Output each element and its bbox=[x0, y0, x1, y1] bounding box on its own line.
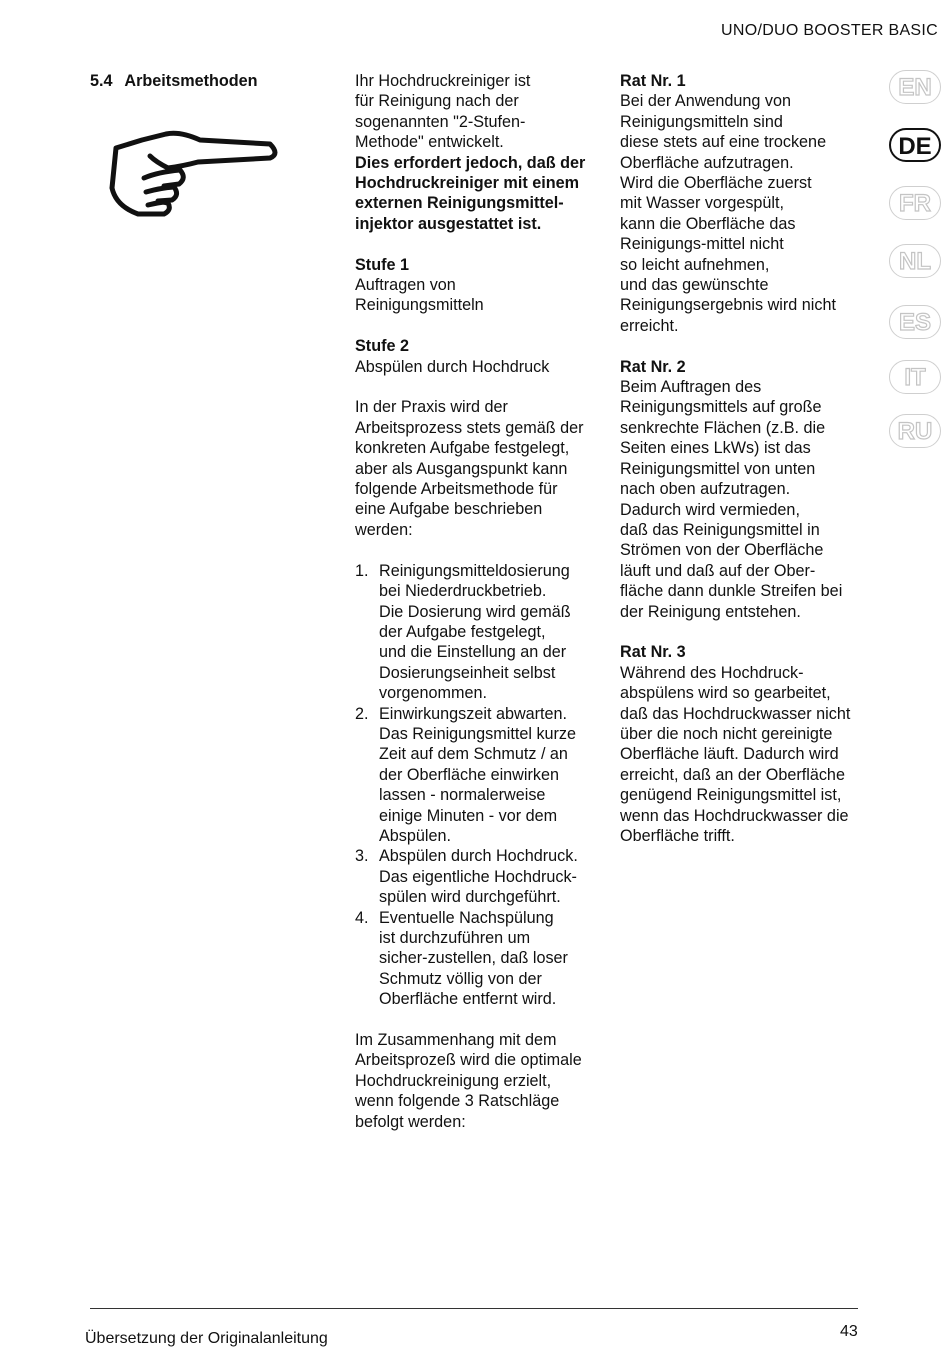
text-line: Einwirkungszeit abwarten. bbox=[379, 704, 568, 723]
stage-title: Stufe 1 bbox=[355, 255, 409, 274]
page-number: 43 bbox=[840, 1323, 858, 1340]
stage-title: Stufe 2 bbox=[355, 337, 409, 356]
text-line: und das gewünschte bbox=[620, 276, 769, 295]
text-line: für Reinigung nach der bbox=[355, 92, 519, 111]
text-line: der Oberfläche einwirken bbox=[379, 765, 559, 784]
text-line: über die noch nicht gereinigte bbox=[620, 724, 833, 743]
text-line: eine Aufgabe beschrieben bbox=[355, 500, 543, 519]
text-line: Reinigungsmitteln bbox=[355, 296, 484, 315]
tip-title: Rat Nr. 3 bbox=[620, 643, 686, 662]
text-line: Arbeitsprozess stets gemäß der bbox=[355, 418, 584, 437]
text-line: Abspülen. bbox=[379, 826, 451, 845]
text-line: wenn das Hochdruckwasser die bbox=[620, 806, 849, 825]
header-title: UNO/DUO BOOSTER BASIC bbox=[721, 22, 938, 39]
stage-1 bbox=[355, 255, 605, 316]
text-line: Zeit auf dem Schmutz / an bbox=[379, 745, 568, 764]
main-text-column bbox=[355, 71, 605, 1132]
text-line: daß das Hochdruckwasser nicht bbox=[620, 704, 851, 723]
text-line: Die Dosierung wird gemäß bbox=[379, 602, 571, 621]
text-line: vorgenommen. bbox=[379, 684, 487, 703]
text-line: daß das Reinigungsmittel in bbox=[620, 520, 820, 539]
step-number: 4. bbox=[355, 908, 369, 927]
text-line-bold: Dies erfordert jedoch, daß der bbox=[355, 153, 586, 172]
text-line: wenn folgende 3 Ratschläge bbox=[355, 1092, 560, 1111]
text-line-bold: Hochdruckreiniger mit einem bbox=[355, 174, 579, 193]
tip-title: Rat Nr. 2 bbox=[620, 357, 686, 376]
section-heading bbox=[90, 71, 258, 91]
text-line-bold: injektor ausgestattet ist. bbox=[355, 214, 542, 233]
text-line: und die Einstellung an der bbox=[379, 643, 567, 662]
list-item bbox=[355, 561, 605, 704]
text-line: einige Minuten - vor dem bbox=[379, 806, 558, 825]
text-line: senkrechte Flächen (z.B. die bbox=[620, 418, 826, 437]
text-line: Wird die Oberfläche zuerst bbox=[620, 174, 812, 193]
text-line: Abspülen durch Hochdruck. bbox=[379, 847, 578, 866]
text-line: spülen wird durchgeführt. bbox=[379, 888, 561, 907]
text-line: Dosierungseinheit selbst bbox=[379, 663, 556, 682]
text-line: konkreten Aufgabe festgelegt, bbox=[355, 439, 570, 458]
text-line: Hochdruckreinigung erzielt, bbox=[355, 1071, 552, 1090]
lang-tab-es[interactable]: ES bbox=[889, 305, 941, 339]
text-line: In der Praxis wird der bbox=[355, 398, 508, 417]
text-line: werden: bbox=[355, 520, 413, 539]
section-number: 5.4 bbox=[90, 72, 113, 90]
footer-note: Übersetzung der Originalanleitung bbox=[85, 1330, 328, 1347]
text-line: der Aufgabe festgelegt, bbox=[379, 622, 546, 641]
text-line: der Reinigung entstehen. bbox=[620, 602, 801, 621]
text-line: lassen - normalerweise bbox=[379, 786, 546, 805]
intro-paragraph bbox=[355, 71, 605, 234]
text-line: folgende Arbeitsmethode für bbox=[355, 480, 558, 499]
text-line: Arbeitsprozeß wird die optimale bbox=[355, 1051, 582, 1070]
text-line: Dadurch wird vermieden, bbox=[620, 500, 800, 519]
text-line: nach oben aufzutragen. bbox=[620, 480, 791, 499]
text-line: aber als Ausgangspunkt kann bbox=[355, 459, 568, 478]
text-line: Ihr Hochdruckreiniger ist bbox=[355, 72, 531, 90]
text-line: Reinigungsmitteldosierung bbox=[379, 561, 570, 580]
tips-column bbox=[620, 71, 870, 846]
text-line: Reinigungs-mittel nicht bbox=[620, 235, 784, 254]
lang-tab-ru[interactable]: RU bbox=[889, 414, 941, 448]
text-line: ist durchzuführen um bbox=[379, 929, 531, 947]
text-line: diese stets auf eine trockene bbox=[620, 133, 827, 152]
step-number: 3. bbox=[355, 847, 369, 866]
text-line: Reinigungsmitteln sind bbox=[620, 112, 783, 131]
text-line: mit Wasser vorgespült, bbox=[620, 194, 785, 213]
conclusion-paragraph bbox=[355, 1030, 605, 1132]
lang-tab-it[interactable]: IT bbox=[889, 360, 941, 394]
text-line: Oberfläche entfernt wird. bbox=[379, 990, 557, 1009]
section-title: Arbeitsmethoden bbox=[124, 72, 258, 90]
text-line: Das eigentliche Hochdruck- bbox=[379, 867, 577, 886]
text-line: Im Zusammenhang mit dem bbox=[355, 1031, 557, 1050]
text-line: Seiten eines LkWs) ist das bbox=[620, 439, 811, 458]
text-line: Reinigungsmittel von unten bbox=[620, 459, 816, 478]
text-line: abspülens wird so gearbeitet, bbox=[620, 684, 831, 703]
tip-1 bbox=[620, 71, 870, 336]
text-line: Beim Auftragen des bbox=[620, 378, 762, 397]
lang-tab-fr[interactable]: FR bbox=[889, 186, 941, 220]
text-line: Auftragen von bbox=[355, 276, 456, 295]
pointing-hand-icon bbox=[108, 126, 284, 218]
text-line: erreicht, daß an der Oberfläche bbox=[620, 765, 845, 784]
method-steps-list bbox=[355, 561, 605, 1010]
lang-tab-de[interactable]: DE bbox=[889, 128, 941, 162]
tip-2 bbox=[620, 357, 870, 622]
text-line: sicher-zustellen, daß loser bbox=[379, 949, 568, 968]
practice-paragraph bbox=[355, 397, 605, 540]
text-line: Eventuelle Nachspülung bbox=[379, 908, 554, 927]
text-line: Oberfläche aufzutragen. bbox=[620, 153, 794, 172]
text-line: Oberfläche trifft. bbox=[620, 827, 735, 845]
text-line: Schmutz völlig von der bbox=[379, 969, 542, 988]
list-item bbox=[355, 704, 605, 847]
step-number: 1. bbox=[355, 561, 369, 580]
text-line: Während des Hochdruck- bbox=[620, 663, 804, 682]
text-line: befolgt werden: bbox=[355, 1112, 466, 1131]
text-line: Methode" entwickelt. bbox=[355, 133, 504, 152]
text-line: Das Reinigungsmittel kurze bbox=[379, 724, 577, 743]
text-line: läuft und daß auf der Ober- bbox=[620, 561, 816, 580]
stage-2 bbox=[355, 336, 605, 377]
text-line: bei Niederdruckbetrieb. bbox=[379, 582, 547, 601]
list-item bbox=[355, 908, 605, 1010]
footer-divider bbox=[90, 1308, 858, 1309]
text-line: Strömen von der Oberfläche bbox=[620, 541, 824, 560]
step-number: 2. bbox=[355, 704, 369, 723]
text-line-bold: externen Reinigungsmittel- bbox=[355, 194, 564, 213]
text-line: genügend Reinigungsmittel ist, bbox=[620, 786, 842, 805]
text-line: sogenannten "2-Stufen- bbox=[355, 112, 526, 131]
tip-3 bbox=[620, 642, 870, 846]
text-line: Reinigungsergebnis wird nicht bbox=[620, 296, 836, 315]
list-item bbox=[355, 846, 605, 907]
text-line: Reinigungsmittels auf große bbox=[620, 398, 822, 417]
text-line: fläche dann dunkle Streifen bei bbox=[620, 582, 843, 601]
lang-tab-en[interactable]: EN bbox=[889, 70, 941, 104]
text-line: erreicht. bbox=[620, 316, 679, 335]
tip-title: Rat Nr. 1 bbox=[620, 72, 686, 90]
text-line: so leicht aufnehmen, bbox=[620, 255, 770, 274]
text-line: Abspülen durch Hochdruck bbox=[355, 357, 550, 376]
lang-tab-nl[interactable]: NL bbox=[889, 244, 941, 278]
text-line: Bei der Anwendung von bbox=[620, 92, 791, 111]
text-line: kann die Oberfläche das bbox=[620, 214, 796, 233]
text-line: Oberfläche läuft. Dadurch wird bbox=[620, 745, 839, 764]
